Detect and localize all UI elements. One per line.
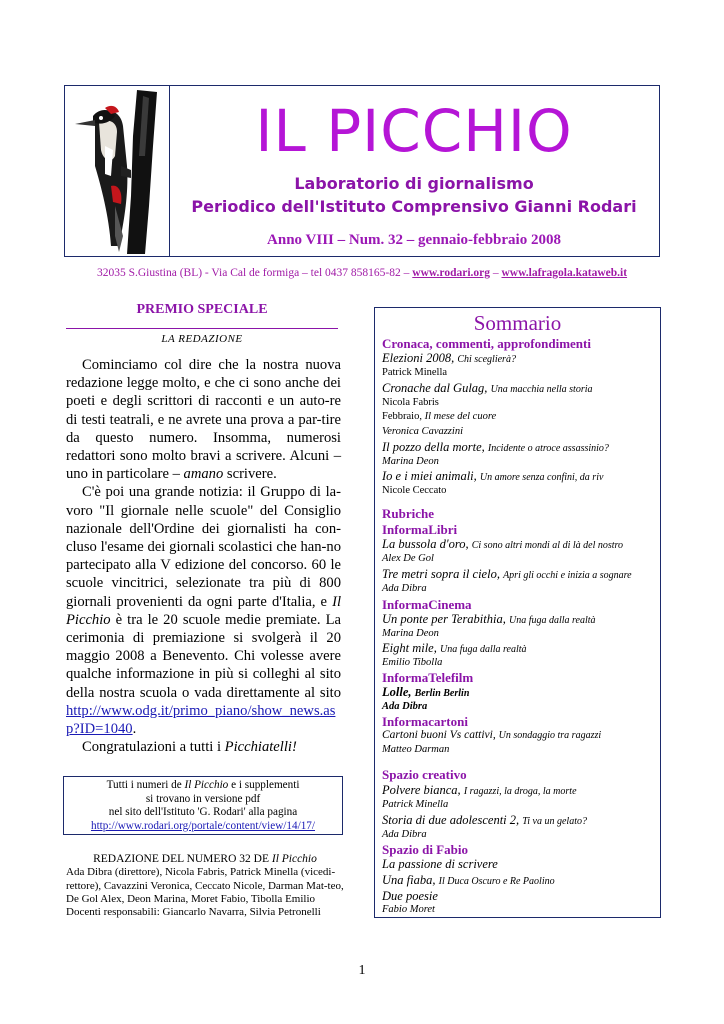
woodpecker-icon [65, 86, 169, 256]
toc-entry-title: Lolle, [382, 685, 412, 699]
toc-author: Fabio Moret [382, 904, 435, 915]
note-line-3: nel sito dell'Istituto 'G. Rodari' alla pagina [108, 806, 298, 818]
note-line-1 [64, 779, 342, 793]
section-spazio-creativo: Spazio creativo [382, 767, 467, 782]
toc-entry[interactable] [382, 440, 609, 455]
toc-author: Ada Dibra [382, 583, 427, 594]
toc-entry-subtitle: Una macchia nella storia [490, 384, 593, 395]
toc-entry-title: Cartoni buoni Vs cattivi, [382, 729, 496, 741]
masthead [64, 85, 660, 257]
toc-entry-subtitle: Il mese del cuore [424, 411, 497, 422]
toc-entry[interactable] [382, 612, 596, 627]
toc-author: Nicola Fabris [382, 397, 439, 408]
toc-author: Patrick Minella [382, 799, 449, 810]
toc-entry[interactable] [382, 873, 555, 888]
staff-heading-emphasis: Il Picchio [271, 853, 317, 865]
article-paragraph-1 [66, 356, 341, 483]
toc-entry-title: Storia di due adolescenti 2, [382, 813, 520, 827]
odg-link[interactable]: http://www.odg.it/primo_piano/show_news.asp?ID=1040 [66, 702, 336, 738]
toc-entry-title: Polvere bianca, [382, 783, 461, 797]
address-line [0, 267, 724, 279]
toc-entry-subtitle: I ragazzi, la droga, la morte [463, 786, 577, 797]
staff-heading [66, 853, 344, 866]
toc-entry-title: Eight mile, [382, 641, 437, 655]
logo-box [65, 86, 170, 256]
toc-author: Nicole Ceccato [382, 485, 447, 496]
p2-emphasis: Il Picchio [66, 593, 341, 628]
toc-entry-title: Il pozzo della morte, [382, 440, 485, 454]
toc-entry-title: Io e i miei animali, [382, 469, 477, 483]
toc-entry-title: Cronache dal Gulag, [382, 381, 488, 395]
toc-entry[interactable] [382, 857, 498, 872]
toc-entry-subtitle: Apri gli occhi e inizia a sognare [503, 570, 632, 581]
section-informacinema: InformaCinema [382, 597, 472, 612]
p2-text-b: è tra le 20 scuole medie premiate. La cerimonia di premiazione si svolgerà il 20 maggio 2008 a Benevento. Chi volesse avere qualche informazione in più si colleghi al sito della nostra scuola o vada direttamente al sito [66, 611, 341, 701]
toc-entry-subtitle: Il Duca Oscuro e Re Paolino [438, 876, 555, 887]
address-text: 32035 S.Giustina (BL) - Via Cal de formiga – tel 0437 858165-82 – [96, 267, 413, 279]
address-separator: – [490, 267, 502, 279]
subtitle-laboratorio: Laboratorio di giornalismo [294, 174, 534, 193]
toc-author: Emilio Tibolla [382, 657, 443, 668]
toc-author: Ada Dibra [382, 701, 428, 712]
toc-entry[interactable] [382, 729, 601, 741]
toc-entry-subtitle: Ci sono altri mondi al di là del nostro [471, 540, 624, 551]
note-line-2: si trovano in versione pdf [145, 792, 261, 805]
article-byline: LA REDAZIONE [161, 333, 243, 345]
toc-entry[interactable] [382, 567, 632, 582]
toc-author: Veronica Cavazzini [382, 426, 463, 437]
toc-entry[interactable] [382, 411, 496, 422]
toc-entry[interactable] [382, 537, 623, 552]
toc-entry[interactable] [382, 469, 603, 484]
link-rodari[interactable]: www.rodari.org [412, 267, 490, 279]
toc-entry-subtitle: Chi sceglierà? [457, 354, 516, 365]
toc-entry-title: La bussola d'oro, [382, 537, 469, 551]
article-paragraph-2 [66, 483, 341, 738]
p3-text-a: Congratulazioni a tutti i [82, 739, 225, 756]
toc-author: Alex De Gol [382, 553, 434, 564]
staff-heading-text: REDAZIONE DEL NUMERO 32 DE [93, 853, 272, 865]
article-paragraph-3 [66, 738, 341, 756]
article-body [66, 356, 341, 756]
subtitle-periodico: Periodico dell'Istituto Comprensivo Gianni Rodari [191, 197, 637, 216]
section-informalibri: InformaLibri [382, 522, 458, 537]
section-rubriche: Rubriche [382, 506, 434, 521]
p2-text-c: . [132, 721, 137, 738]
heading-rule [66, 328, 338, 329]
toc-entry[interactable] [382, 641, 527, 656]
note-emphasis: Il Picchio [184, 779, 229, 791]
section-cronaca: Cronaca, commenti, approfondimenti [382, 336, 591, 351]
toc-entry-title: Febbraio, [382, 411, 422, 422]
toc-entry-title: Due poesie [382, 889, 438, 903]
toc-entry-title: Tre metri sopra il cielo, [382, 567, 500, 581]
toc-entry-subtitle: Una fuga dalla realtà [439, 644, 527, 655]
archive-note-box [63, 776, 343, 835]
toc-entry[interactable] [382, 685, 469, 700]
staff-list: Ada Dibra (direttore), Nicola Fabris, Patrick Minella (vicedi-rettore), Cavazzini Veronica, Ceccato Nicole, Darman Mat-teo, De Gol Alex, Deon Marina, Moret Fabio, Tibolla Emilio Docenti responsabili: Giancarlo Navarra, Silvia Petronelli [66, 866, 344, 919]
toc-author: Marina Deon [382, 628, 439, 639]
p2-text-a: C'è poi una grande notizia: il Gruppo di la-voro "Il giornale nelle scuole" del Consiglio nazionale dell'Ordine dei giornalisti ha con-cluso l'esame dei giornali scolastici che han-no partecipato alla V edizione del concorso. 60 le scuole vincitrici, selezionate tra più di 800 giornali provenienti da ogni parte d'Italia, e [66, 484, 341, 610]
toc-author: Ada Dibra [382, 829, 427, 840]
toc-entry[interactable] [382, 889, 438, 904]
page-number: 1 [358, 963, 366, 978]
toc-entry-subtitle: Un sondaggio tra ragazzi [498, 730, 602, 741]
toc-entry[interactable] [382, 783, 577, 798]
link-lafragola[interactable]: www.lafragola.kataweb.it [501, 267, 628, 279]
toc-entry-title: Una fiaba, [382, 873, 436, 887]
sommario-box [374, 307, 661, 918]
archive-link[interactable]: http://www.rodari.org/portale/content/view/14/17/ [90, 819, 316, 832]
toc-entry-subtitle: Ti va un gelato? [522, 816, 587, 827]
issue-info: Anno VIII – Num. 32 – gennaio-febbraio 2008 [267, 232, 561, 248]
toc-entry-subtitle: Berlin Berlin [414, 688, 470, 699]
toc-entry-subtitle: Una fuga dalla realtà [508, 615, 596, 626]
p1-text-b: scrivere. [223, 466, 277, 483]
toc-author: Marina Deon [382, 456, 439, 467]
p1-emphasis: amano [183, 466, 224, 483]
sommario-title: Sommario [473, 311, 562, 335]
note-text-a: Tutti i numeri de [106, 779, 185, 791]
toc-entry-title: Elezioni 2008, [382, 351, 455, 365]
section-informacartoni: Informacartoni [382, 714, 468, 729]
toc-entry-subtitle: Incidente o atroce assassinio? [487, 443, 609, 454]
section-spazio-fabio: Spazio di Fabio [382, 842, 468, 857]
p1-text-a: Cominciamo col dire che la nostra nuova redazione legge molto, e che ci sono anche dei poeti e degli scrittori di racconti e un auto-re di testi teatrali, e ne avrete una prova a par-tire da questo numero. Insomma, numerosi redattori sono molto bravi a scrivere. Alcuni – uno in particolare – [66, 357, 341, 483]
toc-entry-title: Un ponte per Terabithia, [382, 612, 506, 626]
toc-entry-subtitle: Un amore senza confini, da riv [479, 472, 604, 483]
article-heading: PREMIO SPECIALE [136, 302, 268, 317]
p3-emphasis: Picchiatelli! [224, 739, 297, 756]
toc-author: Patrick Minella [382, 367, 448, 378]
toc-entry[interactable] [382, 381, 593, 396]
toc-author: Matteo Darman [382, 744, 450, 755]
newspaper-title: IL PICCHIO [255, 97, 573, 165]
note-text-b: e i supplementi [228, 779, 300, 791]
editorial-staff [66, 853, 344, 919]
toc-entry[interactable] [382, 813, 587, 828]
toc-entry-title: La passione di scrivere [382, 857, 498, 871]
section-informatelefilm: InformaTelefilm [382, 670, 474, 685]
toc-entry[interactable] [382, 351, 516, 366]
